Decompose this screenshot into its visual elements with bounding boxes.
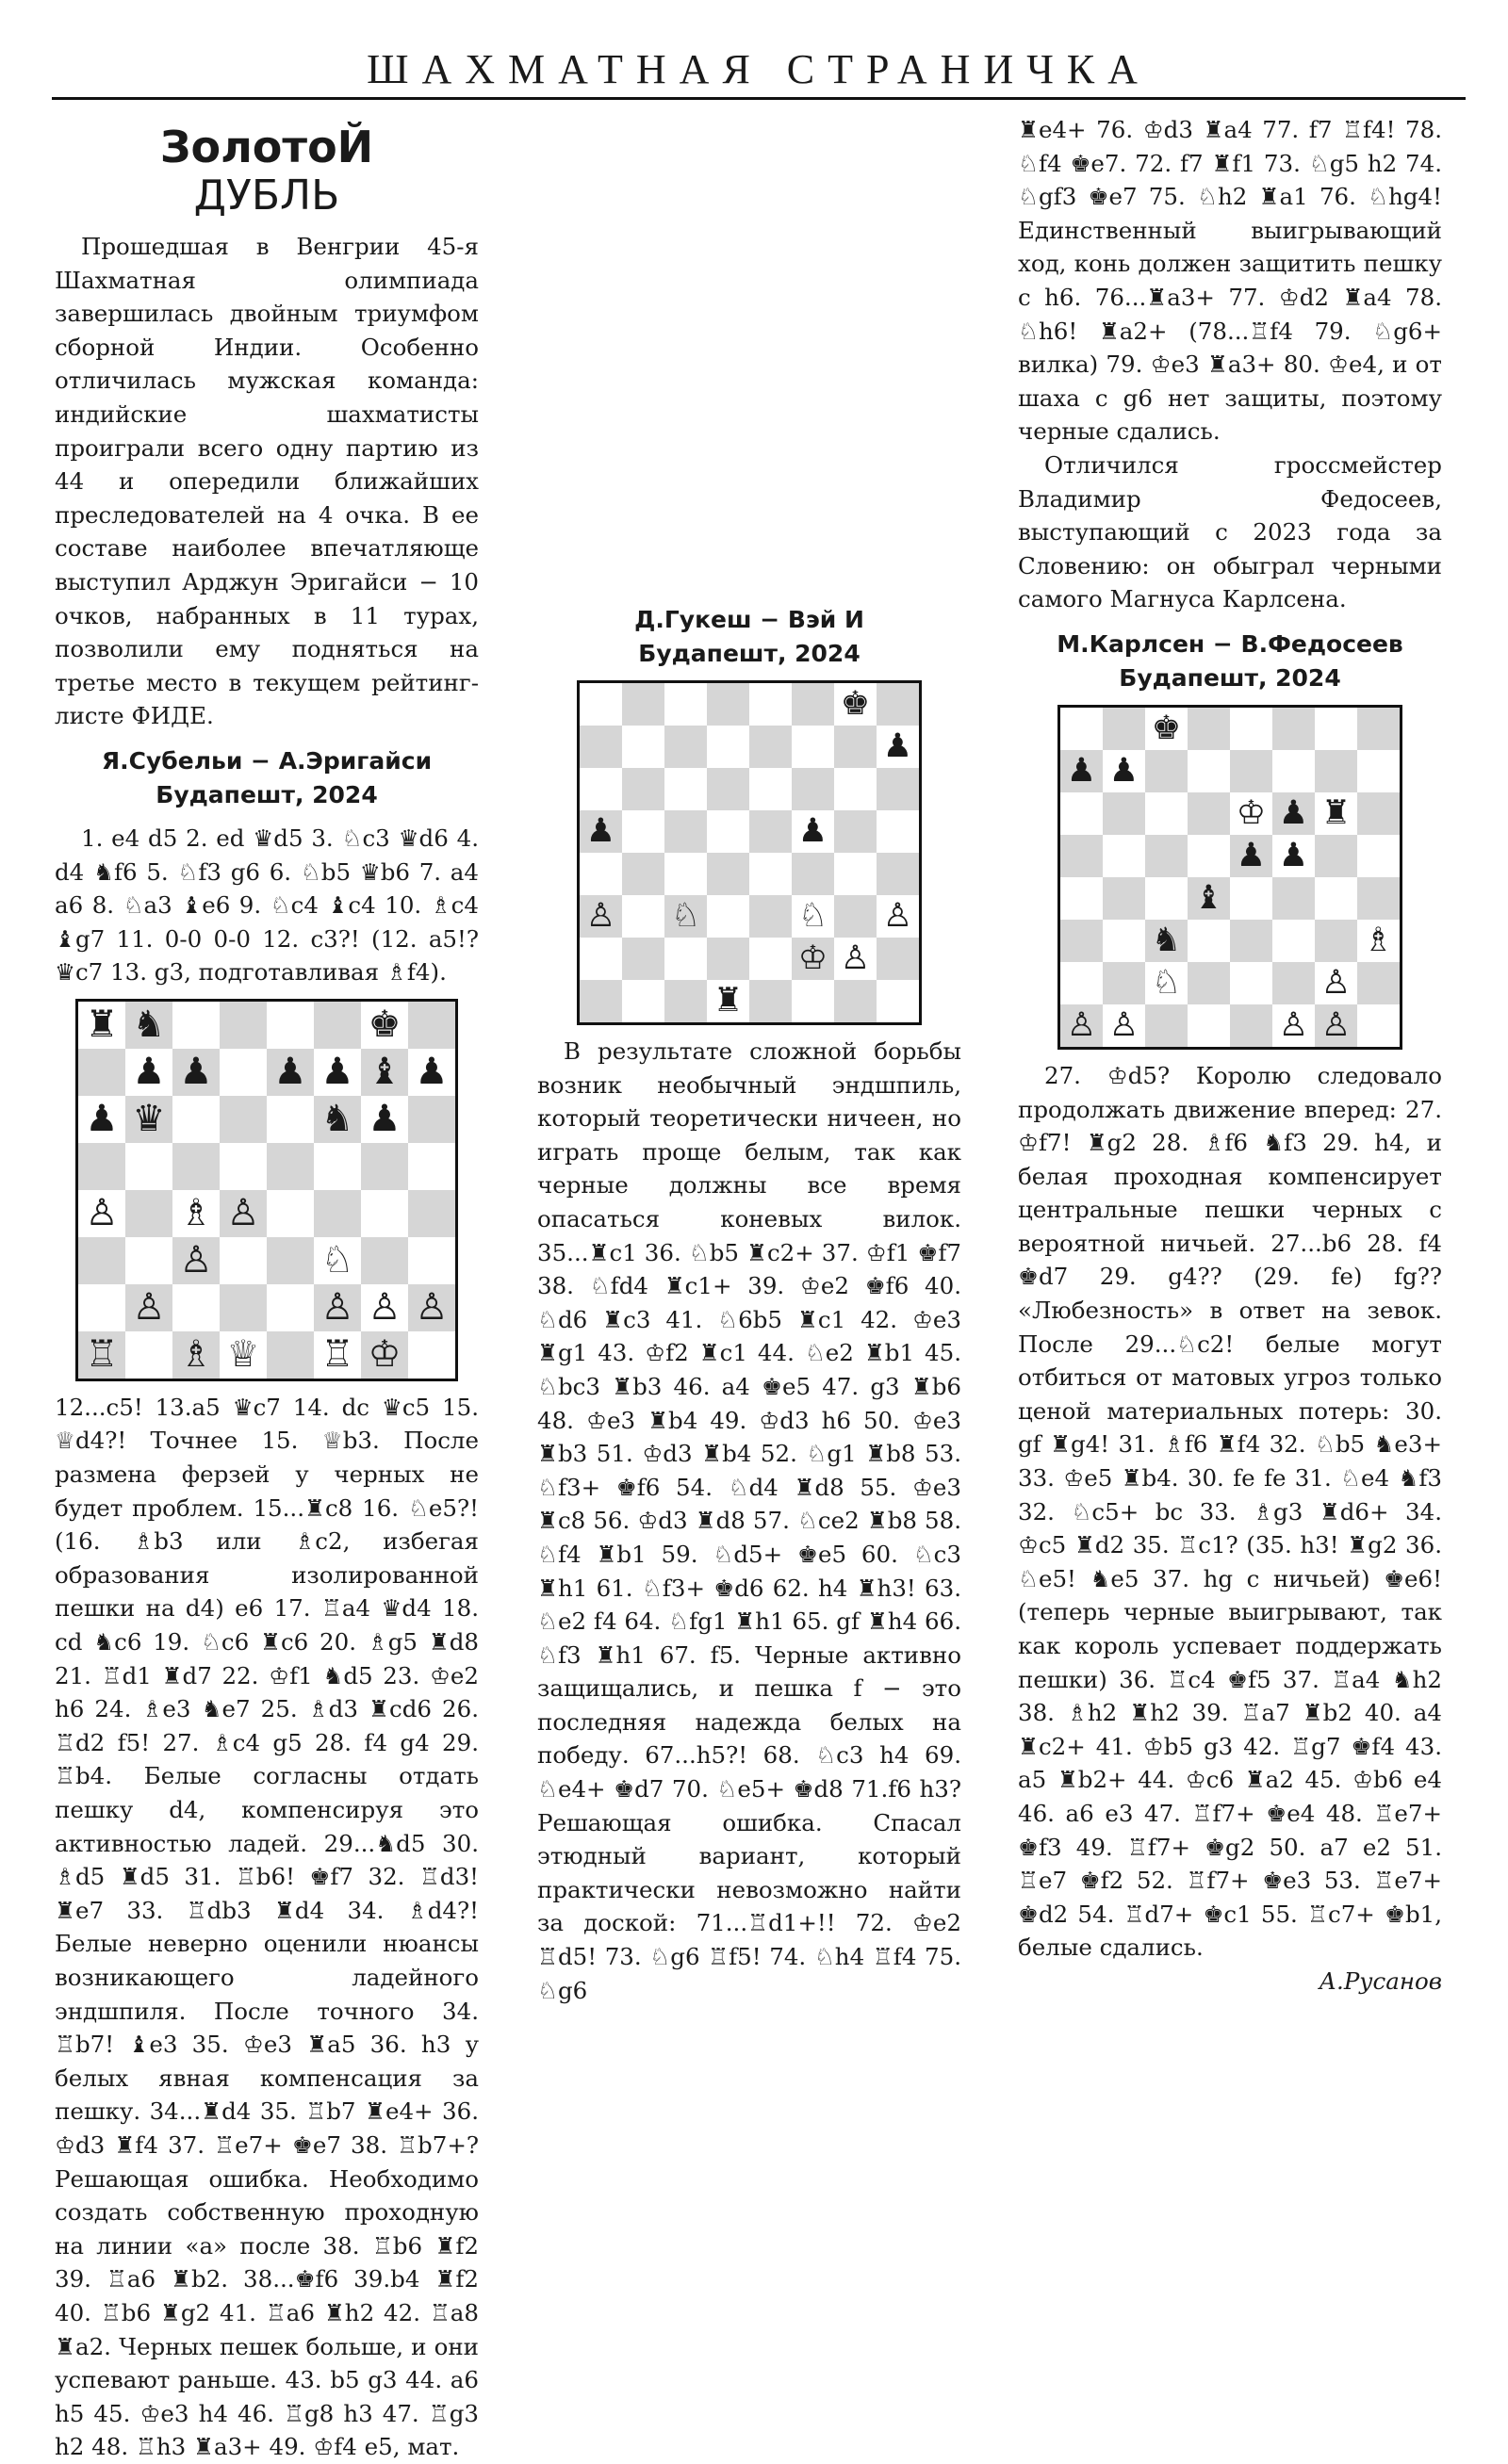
chess-piece: ♕ — [226, 1333, 260, 1377]
board-square — [172, 1002, 220, 1049]
board-square — [1103, 962, 1145, 1004]
chess-piece: ♟ — [179, 1051, 213, 1094]
chess-piece: ♙ — [368, 1286, 402, 1330]
board-square — [361, 1002, 408, 1049]
board-square — [877, 938, 919, 980]
board-square — [1315, 750, 1357, 792]
chess-piece: ♞ — [320, 1098, 354, 1141]
board-square — [78, 1049, 125, 1096]
board-square — [314, 1331, 361, 1379]
chess-piece: ♝ — [1193, 878, 1224, 917]
board-square — [408, 1331, 455, 1379]
board-square — [664, 768, 707, 810]
chess-diagram-1 — [75, 999, 458, 1381]
chess-piece: ♞ — [132, 1004, 166, 1047]
board-square — [792, 768, 834, 810]
board-square — [1188, 962, 1230, 1004]
board-square — [314, 1190, 361, 1237]
board-square — [1272, 920, 1315, 962]
board-square — [220, 1331, 267, 1379]
chess-piece: ♙ — [1066, 1005, 1097, 1044]
board-square — [78, 1143, 125, 1190]
board-square — [1272, 750, 1315, 792]
board-square — [664, 810, 707, 853]
board-square — [1060, 835, 1103, 877]
board-square — [220, 1002, 267, 1049]
board-square — [749, 980, 792, 1022]
page-header: ШАХМАТНАЯ СТРАНИЧКА — [367, 46, 1151, 92]
chess-piece: ♟ — [368, 1098, 402, 1141]
game1-event: Будапешт, 2024 — [156, 780, 378, 808]
board-square — [1230, 792, 1272, 835]
chess-piece: ♟ — [85, 1098, 119, 1141]
board-square — [1357, 792, 1400, 835]
board-square — [314, 1002, 361, 1049]
board-square — [408, 1237, 455, 1284]
board-square — [580, 810, 622, 853]
board-square — [267, 1002, 314, 1049]
board-square — [622, 810, 664, 853]
game3-heading — [1018, 628, 1442, 695]
board-square — [361, 1284, 408, 1331]
board-square — [1188, 920, 1230, 962]
board-square — [172, 1049, 220, 1096]
board-square — [1145, 835, 1188, 877]
board-square — [1060, 877, 1103, 920]
board-square — [78, 1096, 125, 1143]
chess-piece: ♟ — [585, 812, 616, 850]
chess-piece: ♙ — [132, 1286, 166, 1330]
board-square — [1145, 708, 1188, 750]
board-square — [749, 768, 792, 810]
board-square — [172, 1237, 220, 1284]
author-signature: А.Русанов — [1319, 1966, 1442, 1995]
board-square — [622, 938, 664, 980]
board-square — [1060, 792, 1103, 835]
board-square — [1103, 877, 1145, 920]
board-square — [1145, 1004, 1188, 1047]
board-square — [172, 1284, 220, 1331]
game1-continuation: 12...c5! 13.a5 ♛c7 14. dc ♛c5 15. ♕d4?! Точнее 15. ♕b3. После размена ферзей у черных не будет проблем. 15...♜c8 16. ♘e5?! (16. ♗b3 или ♗c2, избегая образования изолированной пешки на d4) e6 17. ♖a4 ♛d4 18. cd ♞c6 19. ♘c6 ♜c6 20. ♗g5 ♜d8 21. ♖d1 ♜d7 22. ♔f1 ♞d5 23. ♔e2 h6 24. ♗e3 ♞e7 25. ♗d3 ♜cd6 26. ♖d2 f5! 27. ♗c4 g5 28. f4 g4 29. ♖b4. Белые согласны отдать пешку d4, компенсируя это активностью ладей. 29...♞d5 30. ♗d5 ♜d5 31. ♖b6! ♚f7 32. ♖d3! ♜e7 33. ♖db3 ♜d4 34. ♗d4?! Белые неверно оценили нюансы возникающего ладейного эндшпиля. После точного 34. ♖b7! ♝e3 35. ♔e3 ♜a5 36. h3 у белых явная компенсация за пешку. 34...♜d4 35. ♖b7 ♜e4+ 36. ♔d3 ♜f4 37. ♖e7+ ♚e7 38. ♖b7+? Решающая ошибка. Необходимо создать собственную проходную на линии «а» после 38. ♖b6 ♜f2 39. ♖a6 ♜b2. 38...♚f6 39.b4 ♜f2 40. ♖b6 ♜g2 41. ♖a6 ♜h2 42. ♖a8 ♜a2. Черных пешек больше, и они успевают раньше. 43. b5 g3 44. a6 h5 45. ♔e3 h4 46. ♖g8 h3 47. ♖g3 h2 48. ♖h3 ♜a3+ 49. ♔f4 e5, мат. — [55, 1393, 479, 2461]
board-square — [1315, 1004, 1357, 1047]
board-square — [707, 980, 749, 1022]
board-square — [267, 1190, 314, 1237]
board-square — [749, 853, 792, 895]
board-square — [172, 1190, 220, 1237]
chess-piece: ♚ — [368, 1004, 402, 1047]
board-square — [749, 726, 792, 768]
board-square — [664, 980, 707, 1022]
board-square — [408, 1284, 455, 1331]
board-square — [622, 726, 664, 768]
game1-heading — [55, 744, 479, 812]
board-square — [361, 1143, 408, 1190]
board-square — [1357, 920, 1400, 962]
board-square — [361, 1190, 408, 1237]
board-square — [1060, 962, 1103, 1004]
board-square — [267, 1143, 314, 1190]
board-square — [408, 1190, 455, 1237]
chess-piece: ♖ — [85, 1333, 119, 1377]
board-square — [707, 683, 749, 726]
board-square — [664, 853, 707, 895]
board-square — [1315, 835, 1357, 877]
board-square — [792, 683, 834, 726]
game3-text: 27. ♔d5? Королю следовало продолжать движение вперед: 27. ♔f7! ♜g2 28. ♗f6 ♞f3 29. h4, и белая проходная компенсирует центральные пешки черных с вероятной ничьей. 27...b6 28. f4 ♚d7 29. g4?? (29. fe) fg?? «Любезность» в ответ на зевок. После 29...♘c2! белые могут отбиться от матовых угроз только ценой материальных потерь: 30. gf ♜g4! 31. ♗f6 ♜f4 32. ♘b5 ♞e3+ 33. ♔e5 ♜b4. 30. fe fe 31. ♘e4 ♞f3 32. ♘c5+ bc 33. ♗g3 ♜d6+ 34. ♔c5 ♜d2 35. ♖c1? (35. h3! ♜g2 36. ♘e5! ♞e5 37. hg с ничьей) ♚e6! (теперь черные выигрывают, так как король успевает поддержать пешки) 36. ♖c4 ♚f5 37. ♖a4 ♞h2 38. ♗h2 ♜h2 39. ♖a7 ♜b2 40. a4 ♜c2+ 41. ♔b5 g3 42. ♖g7 ♚f4 43. a5 ♜b2+ 44. ♔c6 ♜a2 45. ♔b6 e4 46. a6 e3 47. ♖f7+ ♚e4 48. ♖e7+ ♚f3 49. ♖f7+ ♚g2 50. a7 e2 51. ♖e7 ♚f2 52. ♖f7+ ♚e3 53. ♖e7+ ♚d2 54. ♖d7+ ♚c1 55. ♖c7+ ♚b1, белые сдались. — [1018, 1061, 1442, 1962]
chess-piece: ♙ — [840, 939, 871, 977]
board-square — [1315, 708, 1357, 750]
chess-piece: ♟ — [320, 1051, 354, 1094]
board-square — [78, 1331, 125, 1379]
chess-piece: ♘ — [320, 1239, 354, 1282]
chess-piece: ♛ — [132, 1098, 166, 1141]
board-square — [1145, 792, 1188, 835]
board-square — [834, 895, 877, 938]
board-square — [1145, 962, 1188, 1004]
chess-piece: ♟ — [1278, 836, 1309, 874]
game2-ending: ♜e4+ 76. ♔d3 ♜a4 77. f7 ♖f4! 78. ♘f4 ♚e7. 72. f7 ♜f1 73. ♘g5 h2 74. ♘gf3 ♚e7 75. ♘h2 ♜a1 76. ♘hg4! Единственный выигрывающий ход, конь должен защитить пешку с h6. 76...♜a3+ 77. ♔d2 ♜a4 78. ♘h6! ♜a2+ (78...♖f4 79. ♘g6+ вилка) 79. ♔e3 ♜a3+ 80. ♔e4, и от шаха с g6 нет защиты, поэтому черные сдались. — [1018, 116, 1442, 446]
board-square — [1230, 708, 1272, 750]
board-square — [1188, 835, 1230, 877]
chess-piece: ♖ — [320, 1333, 354, 1377]
chess-piece: ♜ — [713, 982, 744, 1020]
chess-piece: ♙ — [179, 1239, 213, 1282]
board-square — [408, 1096, 455, 1143]
board-square — [580, 980, 622, 1022]
board-square — [1315, 962, 1357, 1004]
chess-piece: ♞ — [1151, 921, 1182, 959]
chess-piece: ♔ — [368, 1333, 402, 1377]
chess-piece: ♟ — [132, 1051, 166, 1094]
board-square — [877, 895, 919, 938]
board-square — [1230, 962, 1272, 1004]
board-square — [1060, 1004, 1103, 1047]
board-square — [1357, 877, 1400, 920]
board-square — [1103, 792, 1145, 835]
board-square — [1188, 750, 1230, 792]
board-square — [877, 853, 919, 895]
chess-piece: ♟ — [1108, 751, 1139, 790]
board-square — [792, 810, 834, 853]
game2-heading — [537, 603, 961, 671]
board-square — [707, 726, 749, 768]
board-square — [361, 1096, 408, 1143]
chess-piece: ♟ — [882, 727, 913, 765]
board-square — [664, 895, 707, 938]
chess-piece: ♟ — [797, 812, 828, 850]
board-square — [622, 768, 664, 810]
chess-piece: ♟ — [415, 1051, 449, 1094]
board-square — [1357, 750, 1400, 792]
board-square — [1188, 877, 1230, 920]
board-square — [361, 1331, 408, 1379]
chess-piece: ♟ — [273, 1051, 307, 1094]
chess-piece: ♙ — [85, 1192, 119, 1235]
chess-piece: ♙ — [320, 1286, 354, 1330]
article-title-line2: ДУБЛЬ — [193, 171, 340, 220]
board-square — [125, 1331, 172, 1379]
chess-piece: ♙ — [1278, 1005, 1309, 1044]
board-square — [1272, 708, 1315, 750]
board-square — [749, 810, 792, 853]
board-square — [580, 853, 622, 895]
chess-piece: ♗ — [179, 1333, 213, 1377]
board-square — [361, 1049, 408, 1096]
column-3 — [1018, 113, 1442, 1999]
chess-piece: ♙ — [585, 897, 616, 935]
board-square — [1357, 962, 1400, 1004]
board-square — [1272, 1004, 1315, 1047]
chess-piece: ♘ — [670, 897, 701, 935]
chess-piece: ♙ — [1108, 1005, 1139, 1044]
board-square — [792, 980, 834, 1022]
board-square — [125, 1237, 172, 1284]
board-square — [1060, 750, 1103, 792]
board-square — [172, 1143, 220, 1190]
board-square — [1315, 877, 1357, 920]
chess-piece: ♔ — [797, 939, 828, 977]
board-square — [314, 1049, 361, 1096]
board-square — [1188, 1004, 1230, 1047]
board-square — [408, 1002, 455, 1049]
board-square — [877, 980, 919, 1022]
board-square — [220, 1096, 267, 1143]
board-square — [834, 810, 877, 853]
board-square — [749, 895, 792, 938]
chess-piece: ♗ — [179, 1192, 213, 1235]
board-square — [792, 895, 834, 938]
board-square — [220, 1190, 267, 1237]
board-square — [622, 683, 664, 726]
board-square — [267, 1237, 314, 1284]
board-square — [1230, 835, 1272, 877]
intro-paragraph: Прошедшая в Венгрии 45-я Шахматная олимпиада завершилась двойным триумфом сборной Индии. Особенно отличилась мужская команда: индийские шахматисты проиграли всего одну партию из 44 и опередили ближайших преследователей на 4 очка. В ее составе наиболее впечатляюще выступил Арджун Эригайси − 10 очков, набранных в 11 турах, позволили ему подняться на третье место в текущем рейтинг-листе ФИДЕ. — [55, 233, 479, 730]
board-square — [125, 1143, 172, 1190]
board-square — [1103, 708, 1145, 750]
board-square — [172, 1096, 220, 1143]
chess-piece: ♟ — [1236, 836, 1267, 874]
board-square — [1272, 835, 1315, 877]
board-square — [834, 726, 877, 768]
board-square — [1188, 708, 1230, 750]
board-square — [267, 1049, 314, 1096]
board-square — [1272, 792, 1315, 835]
game1-players: Я.Субельи − А.Эригайси — [101, 746, 433, 775]
chess-piece: ♚ — [1151, 709, 1182, 747]
chess-piece: ♝ — [368, 1051, 402, 1094]
chess-piece: ♙ — [1320, 1005, 1352, 1044]
board-square — [1357, 708, 1400, 750]
board-square — [792, 726, 834, 768]
board-square — [1145, 750, 1188, 792]
board-square — [580, 683, 622, 726]
board-square — [314, 1237, 361, 1284]
board-square — [664, 938, 707, 980]
board-square — [125, 1002, 172, 1049]
board-square — [580, 768, 622, 810]
board-square — [1188, 792, 1230, 835]
column-2 — [537, 113, 961, 2004]
board-square — [220, 1049, 267, 1096]
board-square — [749, 938, 792, 980]
board-square — [622, 895, 664, 938]
board-square — [78, 1190, 125, 1237]
chess-diagram-2 — [577, 680, 922, 1025]
game3-event: Будапешт, 2024 — [1119, 663, 1341, 692]
board-square — [125, 1096, 172, 1143]
game3-players: М.Карлсен − В.Федосеев — [1057, 629, 1403, 658]
board-square — [792, 938, 834, 980]
board-square — [834, 768, 877, 810]
chess-piece: ♜ — [85, 1004, 119, 1047]
board-square — [125, 1049, 172, 1096]
board-square — [267, 1284, 314, 1331]
board-square — [580, 938, 622, 980]
chess-diagram-3 — [1057, 705, 1402, 1050]
chess-piece: ♙ — [1320, 963, 1352, 1002]
board-square — [1103, 1004, 1145, 1047]
chess-piece: ♟ — [1278, 793, 1309, 832]
game2-event: Будапешт, 2024 — [638, 640, 861, 667]
board-square — [1103, 835, 1145, 877]
board-square — [78, 1237, 125, 1284]
board-square — [792, 853, 834, 895]
chess-piece: ♘ — [1151, 963, 1182, 1002]
board-square — [1145, 920, 1188, 962]
board-square — [1230, 877, 1272, 920]
board-square — [580, 726, 622, 768]
chess-piece: ♜ — [1320, 793, 1352, 832]
board-square — [707, 810, 749, 853]
chess-piece: ♙ — [226, 1192, 260, 1235]
chess-piece: ♙ — [415, 1286, 449, 1330]
article-title-line1: ЗолотоЙ — [159, 122, 374, 172]
board-square — [1230, 920, 1272, 962]
board-square — [707, 768, 749, 810]
board-square — [707, 895, 749, 938]
board-square — [877, 683, 919, 726]
board-square — [1230, 750, 1272, 792]
header-rule — [52, 97, 1466, 100]
board-square — [267, 1331, 314, 1379]
board-square — [220, 1237, 267, 1284]
board-square — [1315, 920, 1357, 962]
board-square — [78, 1002, 125, 1049]
board-square — [408, 1143, 455, 1190]
board-square — [1060, 920, 1103, 962]
board-square — [314, 1096, 361, 1143]
board-square — [877, 768, 919, 810]
fedoseev-paragraph: Отличился гроссмейстер Владимир Федосеев, выступающий с 2023 года за Словению: он обыграл черными самого Магнуса Карлсена. — [1018, 450, 1442, 613]
board-square — [125, 1190, 172, 1237]
board-square — [314, 1143, 361, 1190]
chess-piece: ♗ — [1363, 921, 1394, 959]
board-square — [834, 980, 877, 1022]
game1-moves: 1. e4 d5 2. ed ♛d5 3. ♘c3 ♛d6 4. d4 ♞f6 5. ♘f3 g6 6. ♘b5 ♛b6 7. a4 a6 8. ♘a3 ♝e6 9. ♘c4 ♝c4 10. ♗c4 ♝g7 11. 0-0 0-0 12. c3?! (12. a5!? ♛c7 13. g3, подготавливая ♗f4). — [55, 824, 479, 987]
board-square — [1145, 877, 1188, 920]
column-1 — [55, 113, 479, 2461]
chess-piece: ♘ — [797, 897, 828, 935]
chess-piece: ♔ — [1236, 793, 1267, 832]
board-square — [220, 1284, 267, 1331]
board-square — [125, 1284, 172, 1331]
board-square — [1272, 962, 1315, 1004]
chess-piece: ♚ — [840, 685, 871, 723]
game2-players: Д.Гукеш − Вэй И — [634, 606, 864, 633]
board-square — [1103, 920, 1145, 962]
chess-piece: ♟ — [1066, 751, 1097, 790]
board-square — [1357, 1004, 1400, 1047]
board-square — [78, 1284, 125, 1331]
board-square — [664, 683, 707, 726]
board-square — [1230, 1004, 1272, 1047]
board-square — [172, 1331, 220, 1379]
board-square — [580, 895, 622, 938]
board-square — [220, 1143, 267, 1190]
board-square — [622, 853, 664, 895]
board-square — [707, 938, 749, 980]
board-square — [749, 683, 792, 726]
board-square — [664, 726, 707, 768]
chess-piece: ♙ — [882, 897, 913, 935]
board-square — [834, 853, 877, 895]
board-square — [267, 1096, 314, 1143]
board-square — [707, 853, 749, 895]
board-square — [1103, 750, 1145, 792]
board-square — [877, 810, 919, 853]
board-square — [1272, 877, 1315, 920]
board-square — [361, 1237, 408, 1284]
board-square — [1060, 708, 1103, 750]
board-square — [877, 726, 919, 768]
board-square — [834, 938, 877, 980]
board-square — [834, 683, 877, 726]
game2-text: В результате сложной борьбы возник необычный эндшпиль, который теоретически ничеен, но играть проще белым, так как черные должны все время опасаться коневых вилок. 35...♜c1 36. ♘b5 ♜c2+ 37. ♔f1 ♚f7 38. ♘fd4 ♜c1+ 39. ♔e2 ♚f6 40. ♘d6 ♜c3 41. ♘6b5 ♜c1 42. ♔e3 ♜g1 43. ♔f2 ♜c1 44. ♘e2 ♜b1 45. ♘bc3 ♜b3 46. a4 ♚e5 47. g3 ♜b6 48. ♔e3 ♜b4 49. ♔d3 h6 50. ♔e3 ♜b3 51. ♔d3 ♜b4 52. ♘g1 ♜b8 53. ♘f3+ ♚f6 54. ♘d4 ♜d8 55. ♔e3 ♜c8 56. ♔d3 ♜d8 57. ♘ce2 ♜b8 58. ♘f4 ♜b1 59. ♘d5+ ♚e5 60. ♘c3 ♜h1 61. ♘f3+ ♚d6 62. h4 ♜h3! 63. ♘e2 f4 64. ♘fg1 ♜h1 65. gf ♜h4 66. ♘f3 ♜h1 67. f5. Черные активно защищались, и пешка f − это последняя надежда белых на победу. 67...h5?! 68. ♘c3 h4 69. ♘e4+ ♚d7 70. ♘e5+ ♚d8 71.f6 h3? Решающая ошибка. Спасал этюдный вариант, который практически невозможно найти за доской: 71...♖d1+!! 72. ♔e2 ♖d5! 73. ♘g6 ♖f5! 74. ♘h4 ♖f4 75. ♘g6 — [537, 1037, 961, 2004]
board-square — [314, 1284, 361, 1331]
board-square — [1315, 792, 1357, 835]
board-square — [1357, 835, 1400, 877]
board-square — [622, 980, 664, 1022]
board-square — [408, 1049, 455, 1096]
